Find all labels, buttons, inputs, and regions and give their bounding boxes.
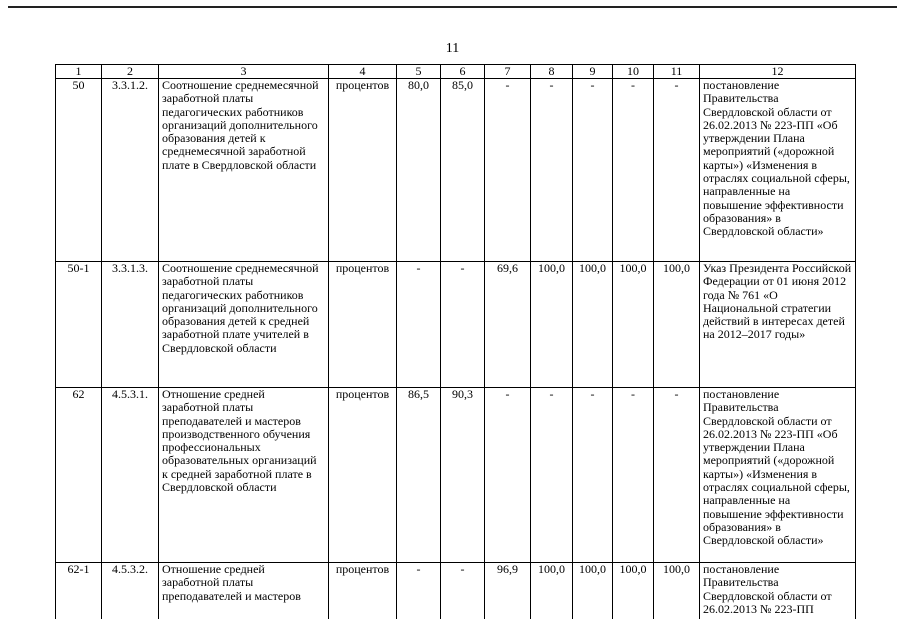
indicators-table — [55, 64, 856, 623]
page-bottom-edge — [0, 619, 905, 640]
col-header-11: 11 — [654, 65, 700, 79]
col-header-3: 3 — [159, 65, 329, 79]
value-col-5: - — [397, 563, 441, 623]
page-number: 11 — [445, 41, 460, 56]
value-col-9: 100,0 — [573, 262, 613, 388]
value-col-7: 69,6 — [485, 262, 531, 388]
table-row — [56, 79, 856, 262]
row-number: 50 — [56, 79, 102, 262]
value-col-8: 100,0 — [531, 262, 573, 388]
col-header-7: 7 — [485, 65, 531, 79]
table-row — [56, 262, 856, 388]
top-rule — [8, 6, 897, 8]
value-col-10: - — [613, 79, 654, 262]
col-header-6: 6 — [441, 65, 485, 79]
value-col-11: 100,0 — [654, 262, 700, 388]
table-row — [56, 388, 856, 563]
unit: процентов — [329, 262, 397, 388]
source-document: постановление Правительства Свердловской области от 26.02.2013 № 223-ПП «Об утверждении Плана мероприятий («дорожной карты») «Изменения в отраслях социальной сферы, направленные на повышение эффективности образования» в Свердловской области» — [700, 79, 856, 262]
value-col-7: - — [485, 388, 531, 563]
value-col-9: - — [573, 79, 613, 262]
col-header-10: 10 — [613, 65, 654, 79]
value-col-5: - — [397, 262, 441, 388]
col-header-8: 8 — [531, 65, 573, 79]
value-col-11: - — [654, 79, 700, 262]
header-row — [56, 65, 856, 79]
value-col-6: - — [441, 262, 485, 388]
value-col-6: 90,3 — [441, 388, 485, 563]
unit: процентов — [329, 79, 397, 262]
value-col-11: - — [654, 388, 700, 563]
indicator-name: Соотношение среднемесячной заработной платы педагогических работников организаций дополнительного образования детей к среднемесячной заработной плате в Свердловской области — [159, 79, 329, 262]
value-col-7: - — [485, 79, 531, 262]
value-col-10: 100,0 — [613, 563, 654, 623]
col-header-12: 12 — [700, 65, 856, 79]
value-col-8: - — [531, 79, 573, 262]
indicator-name: Отношение средней заработной платы преподавателей и мастеров производственного обучения профессиональных образовательных организаций к средней заработной плате в Свердловской области — [159, 388, 329, 563]
col-header-9: 9 — [573, 65, 613, 79]
value-col-10: - — [613, 388, 654, 563]
value-col-6: - — [441, 563, 485, 623]
col-header-1: 1 — [56, 65, 102, 79]
source-document: Указ Президента Российской Федерации от 01 июня 2012 года № 761 «О Национальной стратегии действий в интересах детей на 2012–2017 годы» — [700, 262, 856, 388]
value-col-5: 80,0 — [397, 79, 441, 262]
value-col-5: 86,5 — [397, 388, 441, 563]
value-col-8: 100,0 — [531, 563, 573, 623]
value-col-8: - — [531, 388, 573, 563]
table-row — [56, 563, 856, 623]
row-code: 3.3.1.3. — [102, 262, 159, 388]
source-document: постановление Правительства Свердловской области от 26.02.2013 № 223-ПП — [700, 563, 856, 623]
value-col-7: 96,9 — [485, 563, 531, 623]
row-code: 4.5.3.2. — [102, 563, 159, 623]
value-col-6: 85,0 — [441, 79, 485, 262]
indicator-name: Соотношение среднемесячной заработной платы педагогических работников организаций дополнительного образования детей к средней заработной плате учителей в Свердловской области — [159, 262, 329, 388]
col-header-2: 2 — [102, 65, 159, 79]
row-code: 3.3.1.2. — [102, 79, 159, 262]
unit: процентов — [329, 563, 397, 623]
value-col-9: 100,0 — [573, 563, 613, 623]
value-col-11: 100,0 — [654, 563, 700, 623]
col-header-5: 5 — [397, 65, 441, 79]
value-col-10: 100,0 — [613, 262, 654, 388]
value-col-9: - — [573, 388, 613, 563]
row-number: 62 — [56, 388, 102, 563]
row-number: 62-1 — [56, 563, 102, 623]
row-number: 50-1 — [56, 262, 102, 388]
indicator-name: Отношение средней заработной платы преподавателей и мастеров — [159, 563, 329, 623]
source-document: постановление Правительства Свердловской области от 26.02.2013 № 223-ПП «Об утверждении Плана мероприятий («дорожной карты») «Изменения в отраслях социальной сферы, направленные на повышение эффективности образования» в Свердловской области» — [700, 388, 856, 563]
row-code: 4.5.3.1. — [102, 388, 159, 563]
col-header-4: 4 — [329, 65, 397, 79]
unit: процентов — [329, 388, 397, 563]
